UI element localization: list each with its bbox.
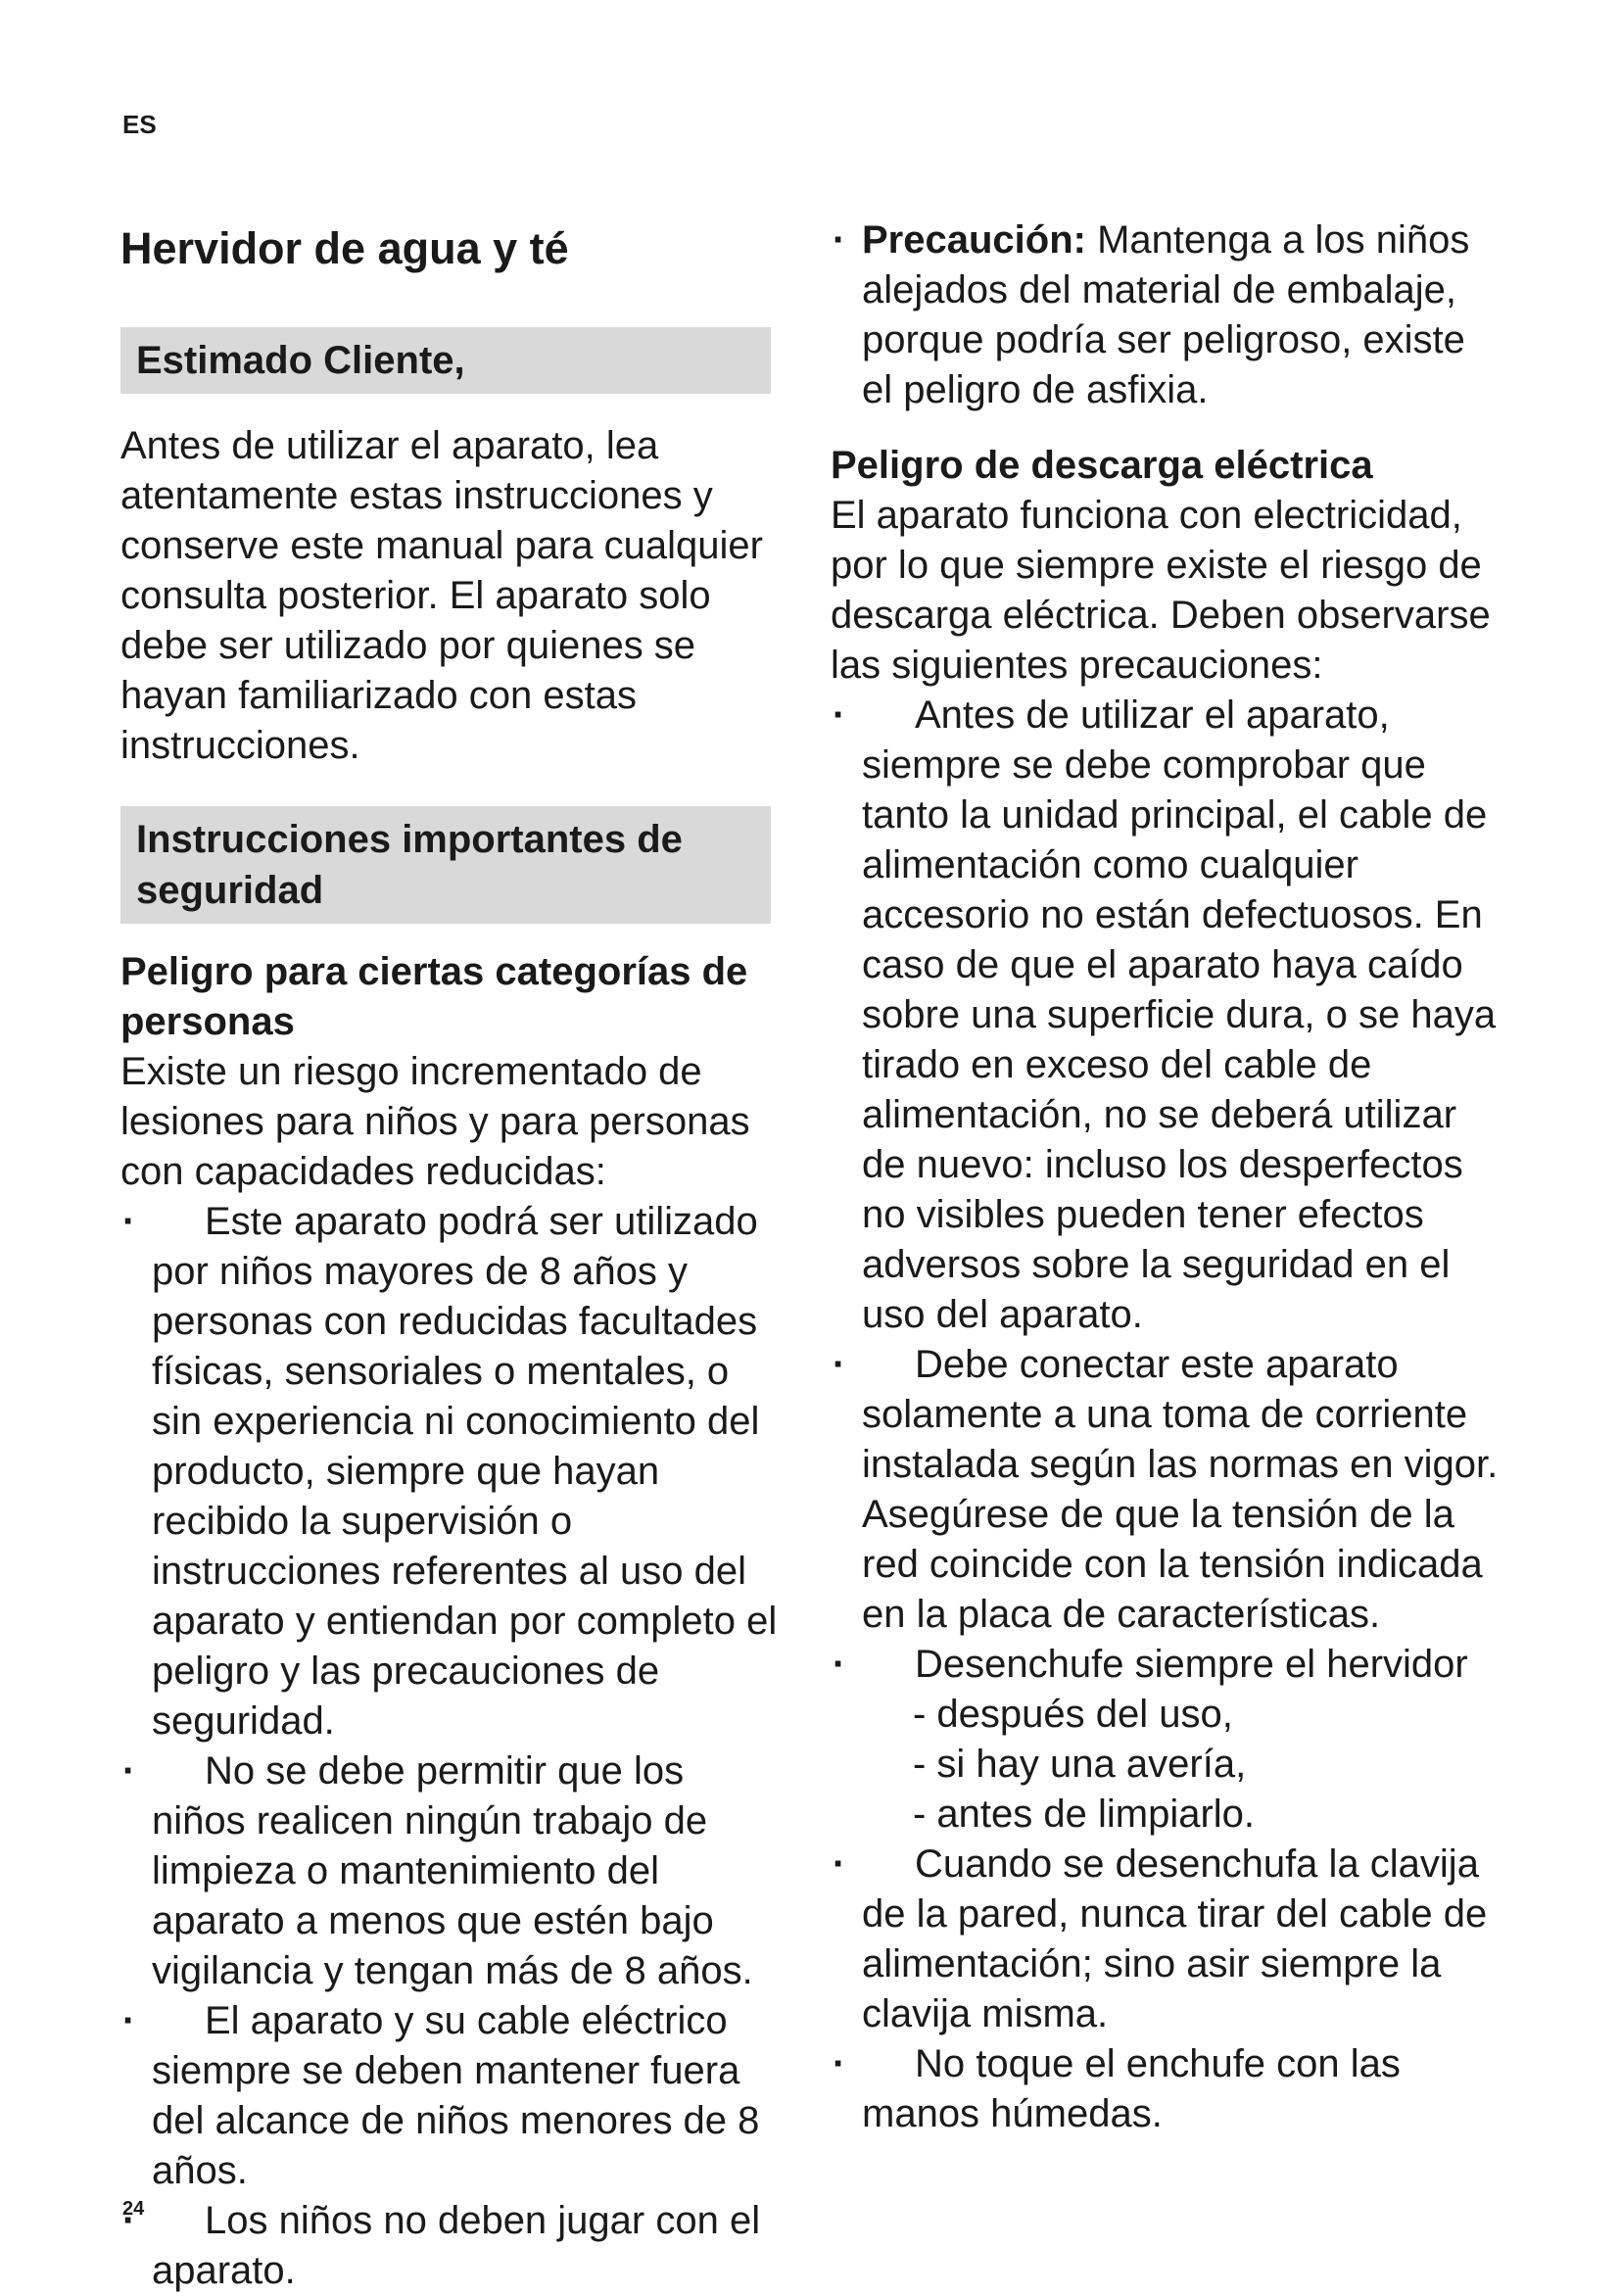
caution-list: [831, 215, 1506, 415]
unplug-case: - si hay una avería,: [913, 1743, 1247, 1786]
shock-intro: El aparato funciona con electricidad, por lo que siempre existe el riesgo de descarga eléctrica. Deben observarse las siguientes precauciones:: [831, 494, 1491, 687]
safety-heading: Instrucciones importantes de seguridad: [120, 806, 771, 924]
danger-heading: Peligro para ciertas categorías de personas: [120, 950, 748, 1043]
list-item: · No se debe permitir que los niños realicen ningún trabajo de limpieza o mantenimiento del aparato a menos que estén bajo vigilancia y tengan más de 8 años.: [120, 1746, 786, 1996]
unplug-case: - antes de limpiarlo.: [913, 1793, 1256, 1836]
intro-paragraph: Antes de utilizar el aparato, lea atentamente estas instrucciones y conserve este manual para cualquier consulta posterior. El aparato solo debe ser utilizado por quienes se hayan familiarizado con estas instrucciones.: [120, 424, 763, 767]
greeting-heading: Estimado Cliente,: [120, 327, 771, 394]
caution-item: · Precaución: Mantenga a los niños alejados del material de embalaje, porque podría ser peligroso, existe el peligro de asfixia.: [831, 215, 1506, 415]
list-item: · El aparato y su cable eléctrico siempre se deben mantener fuera del alcance de niños menores de 8 años.: [120, 1996, 786, 2196]
document-title: Hervidor de agua y té: [120, 223, 569, 273]
right-column: [831, 215, 1506, 2139]
electric-safety-list: [831, 691, 1506, 2139]
left-column: [120, 215, 786, 2296]
shock-heading: Peligro de descarga eléctrica: [831, 444, 1373, 487]
list-item: · Este aparato podrá ser utilizado por niños mayores de 8 años y personas con reducidas facultades físicas, sensoriales o mentales, o sin experiencia ni conocimiento del producto, siempre que hayan recibido la supervisión o instrucciones referentes al uso del aparato y entiendan por completo el peligro y las precauciones de seguridad.: [120, 1197, 786, 1746]
page-number: 24: [122, 2198, 145, 2220]
list-item: · Los niños no deben jugar con el aparato.: [120, 2196, 786, 2296]
caution-label: Precaución:: [862, 218, 1086, 262]
list-item: · Desenchufe siempre el hervidor - después del uso, - si hay una avería, - antes de limpiarlo.: [831, 1640, 1506, 1840]
list-item: · Debe conectar este aparato solamente a una toma de corriente instalada según las normas en vigor. Asegúrese de que la tensión de la red coincide con la tensión indicada en la placa de características.: [831, 1340, 1506, 1640]
children-safety-list: [120, 1197, 786, 2296]
list-item: · No toque el enchufe con las manos húmedas.: [831, 2039, 1506, 2139]
list-item: · Cuando se desenchufa la clavija de la pared, nunca tirar del cable de alimentación; sino asir siempre la clavija misma.: [831, 1840, 1506, 2039]
unplug-case: - después del uso,: [913, 1693, 1233, 1736]
language-code: ES: [122, 110, 157, 139]
list-item: · Antes de utilizar el aparato, siempre se debe comprobar que tanto la unidad principal, el cable de alimentación como cualquier accesorio no están defectuosos. En caso de que el aparato haya caído sobre una superficie dura, o se haya tirado en exceso del cable de alimentación, no se deberá utilizar de nuevo: incluso los desperfectos no visibles pueden tener efectos adversos sobre la seguridad en el uso del aparato.: [831, 691, 1506, 1340]
danger-intro: Existe un riesgo incrementado de lesiones para niños y para personas con capacidades reducidas:: [120, 1050, 750, 1193]
